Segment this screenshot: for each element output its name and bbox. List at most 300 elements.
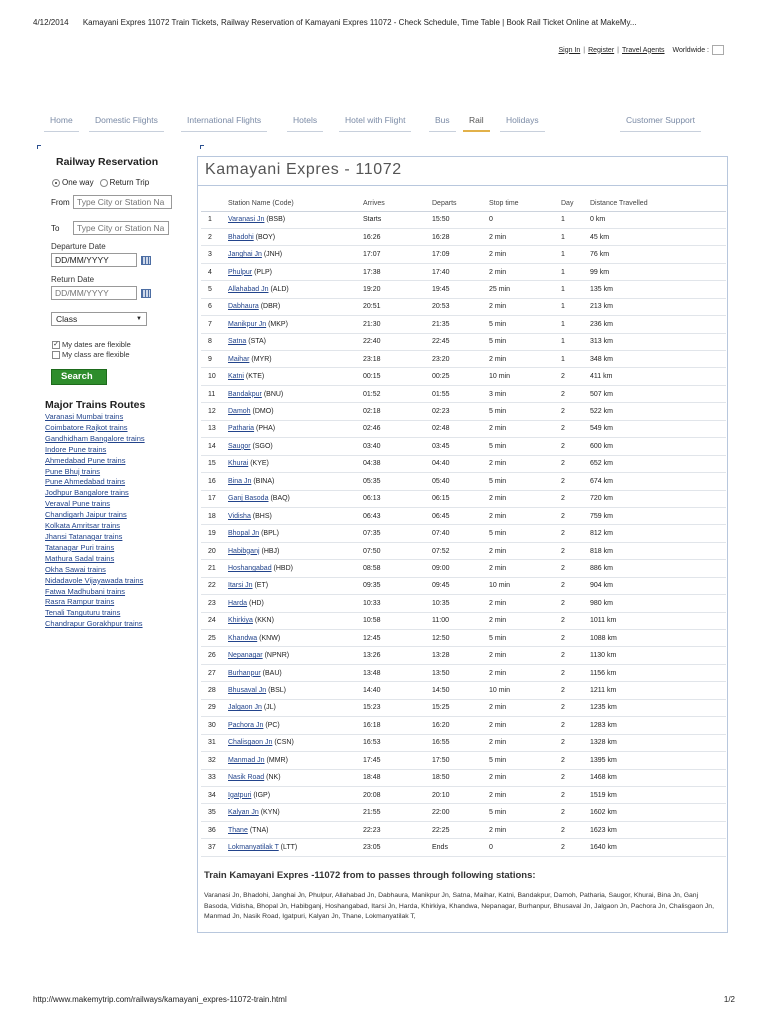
cell xyxy=(201,420,228,437)
cell xyxy=(363,542,432,559)
list-item xyxy=(45,587,175,598)
cell xyxy=(228,420,363,437)
distance: 1156 km xyxy=(590,669,617,677)
cell xyxy=(590,385,726,402)
station-link[interactable]: Dabhaura xyxy=(228,303,259,311)
flexible-dates-checkbox[interactable]: ✓ xyxy=(53,340,59,348)
station-link[interactable]: Nasik Road xyxy=(228,774,265,782)
station-link[interactable]: Janghai Jn xyxy=(228,251,262,259)
station-link[interactable]: Vidisha xyxy=(228,512,251,520)
major-train-route-link[interactable]: Coimbatore Rajkot trains xyxy=(45,422,128,432)
to-station-input[interactable] xyxy=(73,221,169,235)
departure-time: 01:55 xyxy=(432,390,450,398)
station-link[interactable]: Burhanpur xyxy=(228,669,261,677)
nav-home[interactable]: Home xyxy=(44,112,79,132)
cell xyxy=(489,647,561,664)
departure-time: 16:20 xyxy=(432,721,450,729)
cell xyxy=(228,717,363,734)
from-station-input[interactable] xyxy=(73,195,172,209)
search-button[interactable]: Search xyxy=(51,369,107,385)
day: 2 xyxy=(561,652,565,660)
stop-time: 2 min xyxy=(489,774,507,782)
station-code: (TNA) xyxy=(249,826,269,834)
day: 1 xyxy=(561,355,565,363)
row-number: 18 xyxy=(208,512,216,520)
print-page-number: 1/2 xyxy=(723,995,735,1004)
cell xyxy=(590,281,726,298)
station-link[interactable]: Bhopal Jn xyxy=(228,530,260,538)
cell xyxy=(489,786,561,803)
cell xyxy=(363,211,432,228)
table-row xyxy=(201,438,726,455)
cell xyxy=(228,316,363,333)
day: 2 xyxy=(561,582,565,590)
cell xyxy=(363,420,432,437)
distance: 652 km xyxy=(590,460,613,468)
station-link[interactable]: Harda xyxy=(228,599,248,607)
departure-time: 22:45 xyxy=(432,338,450,346)
cell xyxy=(561,769,590,786)
cell xyxy=(201,630,228,647)
flexible-class-checkbox[interactable] xyxy=(52,351,60,359)
day: 2 xyxy=(561,843,565,851)
nav-bus[interactable]: Bus xyxy=(429,112,456,132)
nav-international-flights[interactable]: International Flights xyxy=(181,112,267,132)
cell xyxy=(432,647,489,664)
cell xyxy=(489,263,561,280)
major-train-route-link[interactable]: Indore Pune trains xyxy=(45,444,107,454)
cell xyxy=(201,699,228,716)
cell xyxy=(363,490,432,507)
departure-time: 16:28 xyxy=(432,233,450,241)
table-row xyxy=(201,821,726,838)
cell xyxy=(432,682,489,699)
cell xyxy=(489,699,561,716)
stop-time: 2 min xyxy=(489,303,507,311)
distance: 1623 km xyxy=(590,826,617,834)
day: 2 xyxy=(561,739,565,747)
cell xyxy=(201,281,228,298)
from-row xyxy=(51,195,175,209)
station-code: (MKP) xyxy=(268,320,288,328)
departure-time: 09:45 xyxy=(432,582,450,590)
distance: 600 km xyxy=(590,442,613,450)
cell xyxy=(363,281,432,298)
major-train-route-link[interactable]: Varanasi Mumbai trains xyxy=(45,412,124,421)
cell xyxy=(201,368,228,385)
cell xyxy=(561,542,590,559)
print-header xyxy=(33,18,637,27)
row-number: 22 xyxy=(208,582,216,590)
calendar-icon[interactable] xyxy=(141,289,151,298)
cell xyxy=(489,664,561,681)
distance: 213 km xyxy=(590,303,613,311)
cell xyxy=(363,595,432,612)
cell xyxy=(201,455,228,472)
cell xyxy=(432,804,489,821)
list-item xyxy=(45,488,175,499)
cell xyxy=(432,717,489,734)
table-row xyxy=(201,385,726,402)
table-row xyxy=(201,490,726,507)
major-train-route-link[interactable]: Chandrapur Gorakhpur trains xyxy=(45,619,143,629)
stop-time: 2 min xyxy=(489,652,507,660)
station-link[interactable]: Bhadohi xyxy=(228,233,254,241)
arrival-time: 06:43 xyxy=(363,512,381,520)
cell xyxy=(228,682,363,699)
cell xyxy=(363,403,432,420)
cell xyxy=(363,507,432,524)
table-row xyxy=(201,298,726,315)
cell xyxy=(489,682,561,699)
cell xyxy=(432,385,489,402)
stop-time: 2 min xyxy=(489,355,507,363)
cell xyxy=(489,385,561,402)
cell xyxy=(228,804,363,821)
cell xyxy=(561,630,590,647)
arrival-time: 01:52 xyxy=(363,390,381,398)
cell xyxy=(228,368,363,385)
cell xyxy=(561,385,590,402)
list-item xyxy=(45,608,175,619)
cell xyxy=(432,403,489,420)
station-link[interactable]: Pachora Jn xyxy=(228,721,264,729)
cell xyxy=(228,630,363,647)
cell xyxy=(432,821,489,838)
return-date-input[interactable] xyxy=(51,286,137,300)
arrival-time: 15:23 xyxy=(363,704,381,712)
cell xyxy=(590,455,726,472)
cell xyxy=(363,699,432,716)
station-link[interactable]: Phulpur xyxy=(228,268,253,276)
station-link[interactable]: Saugor xyxy=(228,442,251,450)
cell xyxy=(432,298,489,315)
station-link[interactable]: Manmad Jn xyxy=(228,756,265,764)
major-train-route-link[interactable]: Ahmedabad Pune trains xyxy=(45,455,126,465)
row-number: 21 xyxy=(208,564,216,572)
stop-time: 10 min xyxy=(489,373,511,381)
cell xyxy=(363,316,432,333)
cell xyxy=(432,368,489,385)
stop-time: 25 min xyxy=(489,285,511,293)
day: 1 xyxy=(561,285,565,293)
departure-time: 07:52 xyxy=(432,547,450,555)
cell xyxy=(201,316,228,333)
stop-time: 10 min xyxy=(489,582,511,590)
cell xyxy=(363,804,432,821)
cell xyxy=(228,699,363,716)
station-link[interactable]: Damoh xyxy=(228,408,251,416)
cell xyxy=(590,752,726,769)
station-link[interactable]: Itarsi Jn xyxy=(228,582,253,590)
cell xyxy=(363,647,432,664)
nav-hotels[interactable]: Hotels xyxy=(287,112,323,132)
station-link[interactable]: Jalgaon Jn xyxy=(228,704,262,712)
cell xyxy=(228,769,363,786)
cell xyxy=(363,682,432,699)
departure-time: 16:55 xyxy=(432,739,450,747)
cell xyxy=(561,664,590,681)
list-item xyxy=(45,543,175,554)
day: 2 xyxy=(561,547,565,555)
cell xyxy=(432,316,489,333)
sign-in-link[interactable]: Sign In xyxy=(558,46,581,54)
cell xyxy=(489,211,561,228)
major-train-route-link[interactable]: Okha Sawai trains xyxy=(45,564,106,574)
station-link[interactable]: Thane xyxy=(228,826,248,834)
departure-time: 14:50 xyxy=(432,687,450,695)
top-links xyxy=(558,45,724,55)
corner-mark xyxy=(200,145,204,149)
cell xyxy=(363,438,432,455)
distance: 348 km xyxy=(590,355,613,363)
distance: 1328 km xyxy=(590,739,617,747)
stop-time: 2 min xyxy=(489,495,507,503)
cell xyxy=(201,298,228,315)
station-code: (DBR) xyxy=(260,303,281,311)
cell xyxy=(432,560,489,577)
cell xyxy=(561,525,590,542)
station-code: (SGO) xyxy=(252,442,273,450)
register-link[interactable]: Register xyxy=(588,46,615,54)
cell xyxy=(201,333,228,350)
major-train-route-link[interactable]: Tenali Tanguturu trains xyxy=(45,608,121,618)
cell xyxy=(363,752,432,769)
nav-rail[interactable]: Rail xyxy=(463,112,490,132)
cell xyxy=(590,403,726,420)
cell xyxy=(432,630,489,647)
one-way-radio[interactable] xyxy=(52,179,60,187)
departure-time: 12:50 xyxy=(432,634,450,642)
day: 1 xyxy=(561,268,565,276)
major-train-route-link[interactable]: Pune Ahmedabad trains xyxy=(45,477,126,487)
station-code: (ALD) xyxy=(270,285,289,293)
nav-holidays[interactable]: Holidays xyxy=(500,112,545,132)
table-row xyxy=(201,263,726,280)
major-train-route-link[interactable]: Jodhpur Bangalore trains xyxy=(45,488,129,498)
stop-time: 5 min xyxy=(489,634,507,642)
cell xyxy=(432,525,489,542)
table-row xyxy=(201,281,726,298)
station-link[interactable]: Habibganj xyxy=(228,547,260,555)
cell xyxy=(590,351,726,368)
row-number: 32 xyxy=(208,756,216,764)
table-row xyxy=(201,769,726,786)
distance: 313 km xyxy=(590,338,613,346)
cell xyxy=(228,403,363,420)
stop-time: 2 min xyxy=(489,512,507,520)
station-link[interactable]: Maihar xyxy=(228,355,250,363)
cell xyxy=(561,473,590,490)
cell xyxy=(590,786,726,803)
major-train-route-link[interactable]: Kolkata Amritsar trains xyxy=(45,521,121,531)
calendar-icon[interactable] xyxy=(141,256,151,265)
row-number: 26 xyxy=(208,652,216,660)
row-number: 6 xyxy=(208,303,212,311)
station-link[interactable]: Ganj Basoda xyxy=(228,495,269,503)
station-link[interactable]: Igatpuri xyxy=(228,791,252,799)
departure-time: Ends xyxy=(432,843,448,851)
table-row xyxy=(201,595,726,612)
station-code: (NK) xyxy=(266,774,281,782)
cell xyxy=(590,682,726,699)
cell xyxy=(363,734,432,751)
station-code: (HBD) xyxy=(273,564,293,572)
col-header-arrives: Arrives xyxy=(363,196,432,211)
station-link[interactable]: Khurai xyxy=(228,460,249,468)
major-train-route-link[interactable]: Pune Bhuj trains xyxy=(45,466,101,476)
major-train-route-link[interactable]: Chandigarh Jaipur trains xyxy=(45,510,127,520)
return-trip-radio[interactable] xyxy=(100,179,108,187)
cell xyxy=(561,420,590,437)
station-link[interactable]: Kalyan Jn xyxy=(228,809,259,817)
arrival-time: 16:26 xyxy=(363,233,381,241)
major-train-route-link[interactable]: Fatwa Madhubani trains xyxy=(45,586,126,596)
nav-hotel-with-flight[interactable]: Hotel with Flight xyxy=(339,112,411,132)
cell xyxy=(201,804,228,821)
nav-domestic-flights[interactable]: Domestic Flights xyxy=(89,112,164,132)
cell xyxy=(432,664,489,681)
table-row xyxy=(201,403,726,420)
cell xyxy=(228,839,363,856)
cell xyxy=(201,682,228,699)
cell xyxy=(590,769,726,786)
major-train-route-link[interactable]: Veraval Pune trains xyxy=(45,499,111,509)
cell xyxy=(590,263,726,280)
table-row xyxy=(201,316,726,333)
nav-customer-support[interactable]: Customer Support xyxy=(620,112,701,132)
station-link[interactable]: Bina Jn xyxy=(228,477,252,485)
list-item xyxy=(45,532,175,543)
cell xyxy=(590,560,726,577)
major-train-route-link[interactable]: Gandhidham Bangalore trains xyxy=(45,433,145,443)
day: 2 xyxy=(561,669,565,677)
cell xyxy=(561,804,590,821)
class-select[interactable] xyxy=(51,312,147,326)
arrival-time: 03:40 xyxy=(363,442,381,450)
cell xyxy=(489,316,561,333)
list-item xyxy=(45,477,175,488)
major-train-route-link[interactable]: Jhansi Tatanagar trains xyxy=(45,531,123,541)
cell xyxy=(561,455,590,472)
cell xyxy=(489,490,561,507)
station-link[interactable]: Katni xyxy=(228,373,244,381)
departure-time: 05:40 xyxy=(432,477,450,485)
distance: 1519 km xyxy=(590,791,617,799)
stop-time: 2 min xyxy=(489,547,507,555)
station-code: (MYR) xyxy=(251,355,272,363)
station-link[interactable]: Lokmanyatilak T xyxy=(228,843,279,851)
arrival-time: 18:48 xyxy=(363,774,381,782)
day: 2 xyxy=(561,408,565,416)
departure-time: 11:00 xyxy=(432,617,449,625)
row-number: 31 xyxy=(208,739,216,747)
table-row xyxy=(201,786,726,803)
major-train-route-link[interactable]: Tatanagar Puri trains xyxy=(45,542,115,552)
day: 2 xyxy=(561,687,565,695)
major-train-route-link[interactable]: Mathura Sadal trains xyxy=(45,553,115,563)
cell xyxy=(489,734,561,751)
row-number: 25 xyxy=(208,634,216,642)
arrival-time: 06:13 xyxy=(363,495,381,503)
station-link[interactable]: Satna xyxy=(228,338,247,346)
day: 2 xyxy=(561,721,565,729)
station-link[interactable]: Nepanagar xyxy=(228,652,263,660)
station-link[interactable]: Manikpur Jn xyxy=(228,320,267,328)
cell xyxy=(363,333,432,350)
cell xyxy=(201,577,228,594)
station-link[interactable]: Allahabad Jn xyxy=(228,285,269,293)
cell xyxy=(561,246,590,263)
arrival-time: 17:45 xyxy=(363,756,381,764)
day: 2 xyxy=(561,390,565,398)
station-code: (PHA) xyxy=(256,425,276,433)
cell xyxy=(228,228,363,245)
flexible-class-row xyxy=(52,350,175,359)
flexible-dates-label: My dates are flexible xyxy=(62,340,131,349)
row-number: 28 xyxy=(208,687,216,695)
cell xyxy=(228,211,363,228)
station-link[interactable]: Bhusaval Jn xyxy=(228,687,267,695)
arrival-time: 22:40 xyxy=(363,338,381,346)
cell xyxy=(201,246,228,263)
station-code: (KYN) xyxy=(260,809,280,817)
station-code: (KKN) xyxy=(254,617,274,625)
col-header-stop-time: Stop time xyxy=(489,196,561,211)
arrival-time: 20:08 xyxy=(363,791,381,799)
distance: 759 km xyxy=(590,512,613,520)
cell xyxy=(432,438,489,455)
station-link[interactable]: Chalisgaon Jn xyxy=(228,739,273,747)
reservation-sidebar xyxy=(45,156,175,630)
stop-time: 5 min xyxy=(489,477,507,485)
day: 2 xyxy=(561,634,565,642)
cell xyxy=(432,839,489,856)
departure-time: 21:35 xyxy=(432,320,450,328)
major-train-route-link[interactable]: Rasra Rampur trains xyxy=(45,597,115,607)
distance: 1011 km xyxy=(590,617,617,625)
station-link[interactable]: Patharia xyxy=(228,425,255,433)
station-code: (ET) xyxy=(254,582,269,590)
cell xyxy=(590,577,726,594)
major-train-route-link[interactable]: Nidadavole Vijayawada trains xyxy=(45,575,144,585)
station-link[interactable]: Hoshangabad xyxy=(228,564,272,572)
cell xyxy=(201,647,228,664)
return-date-row xyxy=(51,286,175,300)
station-link[interactable]: Khandwa xyxy=(228,634,258,642)
cell xyxy=(363,298,432,315)
stop-time: 5 min xyxy=(489,442,507,450)
travel-agents-link[interactable]: Travel Agents xyxy=(622,46,665,54)
major-trains-title: Major Trains Routes xyxy=(45,399,146,411)
station-link[interactable]: Bandakpur xyxy=(228,390,262,398)
cell xyxy=(590,804,726,821)
one-way-label: One way xyxy=(62,178,94,187)
row-number: 24 xyxy=(208,617,216,625)
departure-date-input[interactable] xyxy=(51,253,137,267)
cell xyxy=(228,351,363,368)
list-item xyxy=(45,510,175,521)
station-code: (BAU) xyxy=(262,669,282,677)
row-number: 12 xyxy=(208,408,216,416)
cell xyxy=(489,612,561,629)
worldwide-selector[interactable] xyxy=(712,45,724,55)
cell xyxy=(201,664,228,681)
station-link[interactable]: Khirkiya xyxy=(228,617,253,625)
station-code: (BOY) xyxy=(255,233,276,241)
arrival-time: 14:40 xyxy=(363,687,381,695)
station-link[interactable]: Varanasi Jn xyxy=(228,216,265,224)
